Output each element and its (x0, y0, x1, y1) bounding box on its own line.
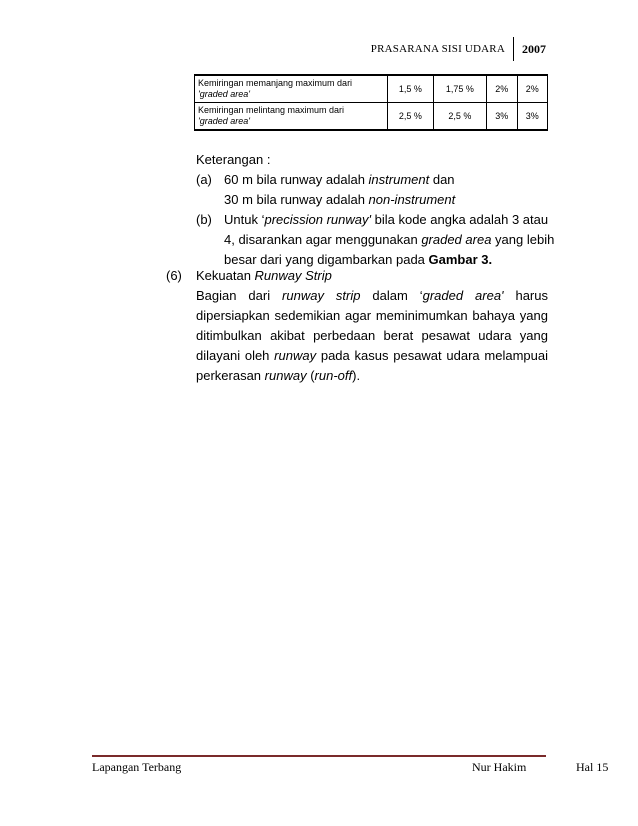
text-italic: instrument (368, 172, 430, 187)
section-6-marker: (6) (166, 268, 182, 283)
header-separator (513, 37, 514, 61)
text: perkerasan (196, 368, 265, 383)
note-b-line1 (224, 210, 548, 230)
label-text: Kemiringan memanjang maximum dari (198, 78, 353, 88)
slope-table (194, 74, 548, 131)
note-a (196, 170, 556, 210)
text: besar dari yang digambarkan pada (224, 252, 429, 267)
text-italic: non-instrument (368, 192, 456, 207)
label-text: Kemiringan melintang maximum dari (198, 105, 345, 115)
table-cell: 1,5 % (388, 75, 434, 103)
footer-author: Nur Hakim (472, 760, 527, 774)
text: dalam ‘ (360, 288, 423, 303)
table-cell: 2,5 % (388, 103, 434, 131)
text-italic: graded area' (422, 288, 504, 303)
section-6-paragraph (196, 286, 548, 386)
text: yang lebih (491, 232, 555, 247)
text-italic: Runway Strip (254, 268, 332, 283)
footer-rule (92, 755, 546, 757)
keterangan-heading: Keterangan : (196, 152, 271, 167)
note-b (196, 210, 556, 270)
table-cell-label (195, 75, 388, 103)
note-a-line2 (224, 190, 455, 210)
text: 60 m bila runway adalah (224, 172, 369, 187)
text: 30 m bila runway adalah (224, 192, 369, 207)
text: pada kasus pesawat udara melampuai (316, 348, 548, 363)
text-italic: runway strip (282, 288, 361, 303)
text: bila kode angka adalah 3 atau (371, 212, 549, 227)
text-italic: runway (264, 368, 307, 383)
table-cell: 3% (517, 103, 548, 131)
paragraph-line (196, 346, 548, 366)
text: 4, disarankan agar menggunakan (224, 232, 422, 247)
figure-reference: Gambar 3. (428, 252, 493, 267)
section-6-heading (166, 266, 332, 286)
table-cell-label (195, 103, 388, 131)
note-a-line1 (224, 170, 455, 190)
paragraph-line (196, 286, 548, 306)
paragraph-line: dipersiapkan sedemikian agar meminimumkan bahaya yang (196, 308, 548, 323)
table-cell: 3% (487, 103, 517, 131)
text-italic: run-off (314, 368, 353, 383)
table-cell: 2,5 % (433, 103, 486, 131)
text: Kekuatan (196, 268, 255, 283)
text-italic: runway (274, 348, 317, 363)
note-b-line2 (224, 230, 554, 250)
label-italic: 'graded area' (198, 116, 250, 126)
text: harus (503, 288, 548, 303)
paragraph-line (196, 366, 548, 386)
header-year: 2007 (522, 41, 546, 56)
text: ( (306, 368, 315, 383)
table-cell: 2% (517, 75, 548, 103)
text: dilayani oleh (196, 348, 275, 363)
table-row (195, 103, 548, 131)
text: dan (429, 172, 455, 187)
table-row (195, 75, 548, 103)
footer-book-title: Lapangan Terbang (92, 760, 182, 774)
table-cell: 1,75 % (433, 75, 486, 103)
header-title: PRASARANA SISI UDARA (370, 43, 505, 55)
text: Untuk ‘ (224, 212, 265, 227)
text: Bagian dari (196, 288, 283, 303)
page-header (371, 38, 546, 60)
text: ). (352, 368, 361, 383)
label-italic: 'graded area' (198, 89, 250, 99)
section-6-title (196, 266, 332, 286)
note-b-marker: (b) (196, 212, 212, 227)
paragraph-line: ditimbulkan akibat perbedaan berat pesawat udara yang (196, 328, 548, 343)
note-a-marker: (a) (196, 172, 212, 187)
text-italic: precission runway' (264, 212, 371, 227)
table-cell: 2% (487, 75, 517, 103)
text-italic: graded area (421, 232, 492, 247)
footer-page-number: Hal 15 (576, 760, 609, 774)
